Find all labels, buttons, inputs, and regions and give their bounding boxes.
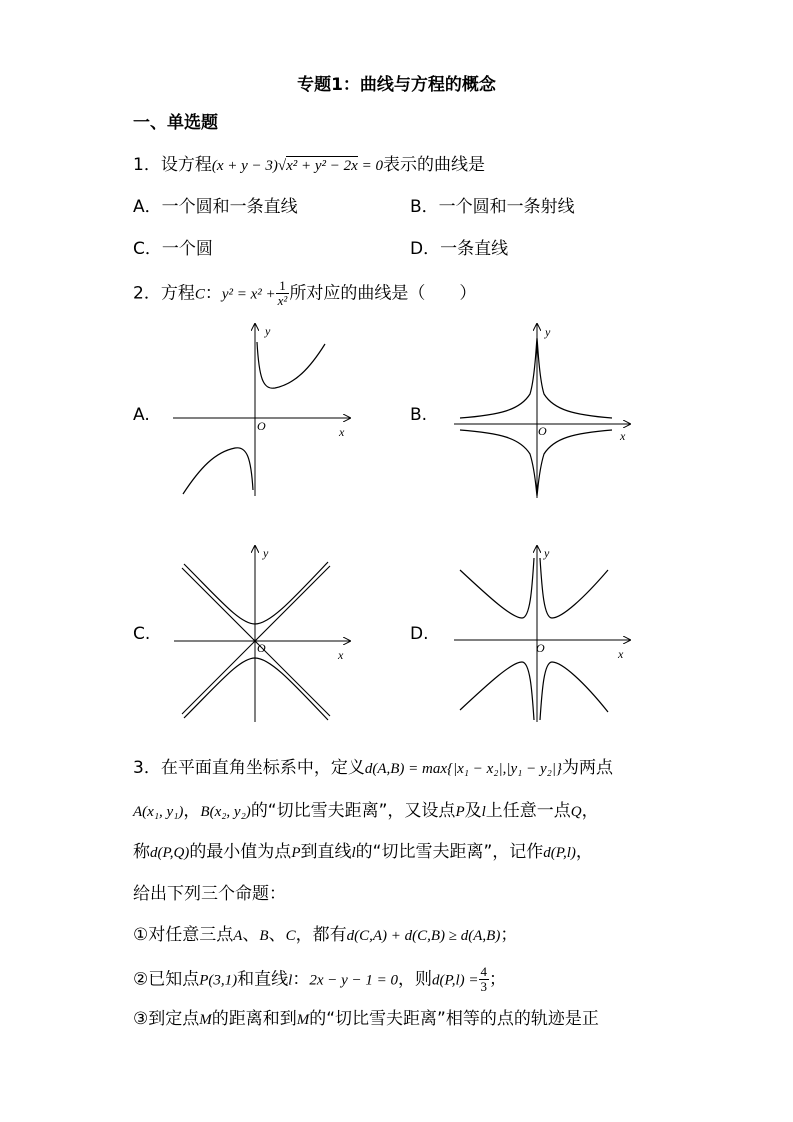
- option-c: C．一个圆: [133, 239, 213, 259]
- graph-label-d: D.: [410, 624, 429, 644]
- option-a: A．一个圆和一条直线: [133, 197, 298, 217]
- question-3-line-4: 给出下列三个命题：: [133, 884, 286, 904]
- origin-label: O: [257, 641, 266, 655]
- question-3-line-3: 称d(P,Q)的最小值为点P到直线l的“切比雪夫距离”，记作d(P,l)，: [133, 842, 593, 862]
- fraction: $\frac{1}{\text{x²}}$: [277, 278, 288, 308]
- x-label: x: [620, 429, 626, 443]
- question-number: 3．: [133, 758, 161, 778]
- question-text: 设方程: [160, 155, 212, 175]
- graph-b: [450, 318, 640, 500]
- question-number: 2．: [133, 283, 161, 304]
- origin-label: O: [536, 641, 545, 655]
- y-label: y: [265, 324, 271, 338]
- origin-label: O: [257, 419, 266, 433]
- curve-upper: [257, 342, 325, 388]
- x-label: x: [339, 425, 345, 439]
- curve-lower-right: [540, 662, 608, 720]
- x-label: x: [618, 647, 624, 661]
- curve-lower: [183, 448, 253, 494]
- curve-upper: [184, 562, 328, 624]
- asymptote-line: [182, 566, 330, 714]
- question-3-line-1: 3．在平面直角坐标系中，定义d(A,B) = max{|x₁ − x₂|,|y₁ − y₂|}为两点: [133, 758, 613, 778]
- graph-a: [165, 318, 360, 498]
- curve-lower: [184, 658, 328, 720]
- question-1: [133, 154, 485, 177]
- curve-upper-left: [460, 558, 534, 618]
- proposition-2: ②已知点P(3,1)和直线l：2x − y − 1 = 0，则d(P,l) = $\frac{4}{3}$ ；: [133, 964, 507, 994]
- y-label: y: [263, 546, 269, 560]
- equation: y² = x² +: [221, 286, 276, 303]
- proposition-1: ①对任意三点A、B、C，都有d(C,A) + d(C,B) ≥ d(A,B)；: [133, 925, 518, 945]
- graph-label-b: B.: [410, 405, 428, 425]
- y-label: y: [545, 325, 551, 339]
- x-label: x: [338, 648, 344, 662]
- question-2: 2．方程C：y² = x² + $\frac{1}{\text{x²}}$ 所对应的曲线是（ ）: [133, 278, 477, 308]
- proposition-3: ③到定点M的距离和到M的“切比雪夫距离”相等的点的轨迹是正: [133, 1009, 599, 1029]
- curve-lower-left: [460, 662, 534, 720]
- page-title: 专题1：曲线与方程的概念: [297, 75, 496, 95]
- asymptote-line: [182, 568, 330, 716]
- equation: (x + y − 3)√x² + y² − 2x = 0: [211, 158, 383, 174]
- curve-lower: [460, 430, 612, 496]
- option-d: D．一条直线: [410, 239, 509, 259]
- curve-upper-right: [540, 558, 608, 618]
- curve-upper: [460, 338, 612, 418]
- origin-label: O: [538, 424, 547, 438]
- question-3-line-2: A(x₁, y₁)，B(x₂, y₂)的“切比雪夫距离”，又设点P及l上任意一点Q，: [133, 801, 599, 821]
- fraction: $\frac{4}{3}$: [480, 964, 488, 994]
- y-label: y: [544, 546, 550, 560]
- graph-label-a: A.: [133, 405, 150, 425]
- graph-d: [450, 540, 640, 725]
- question-text: 表示的曲线是: [382, 155, 485, 175]
- question-number: 1．: [133, 155, 161, 175]
- option-b: B．一个圆和一条射线: [410, 197, 575, 217]
- graph-c: [170, 540, 360, 725]
- graph-label-c: C.: [133, 624, 151, 644]
- section-heading: 一、单选题: [133, 113, 218, 133]
